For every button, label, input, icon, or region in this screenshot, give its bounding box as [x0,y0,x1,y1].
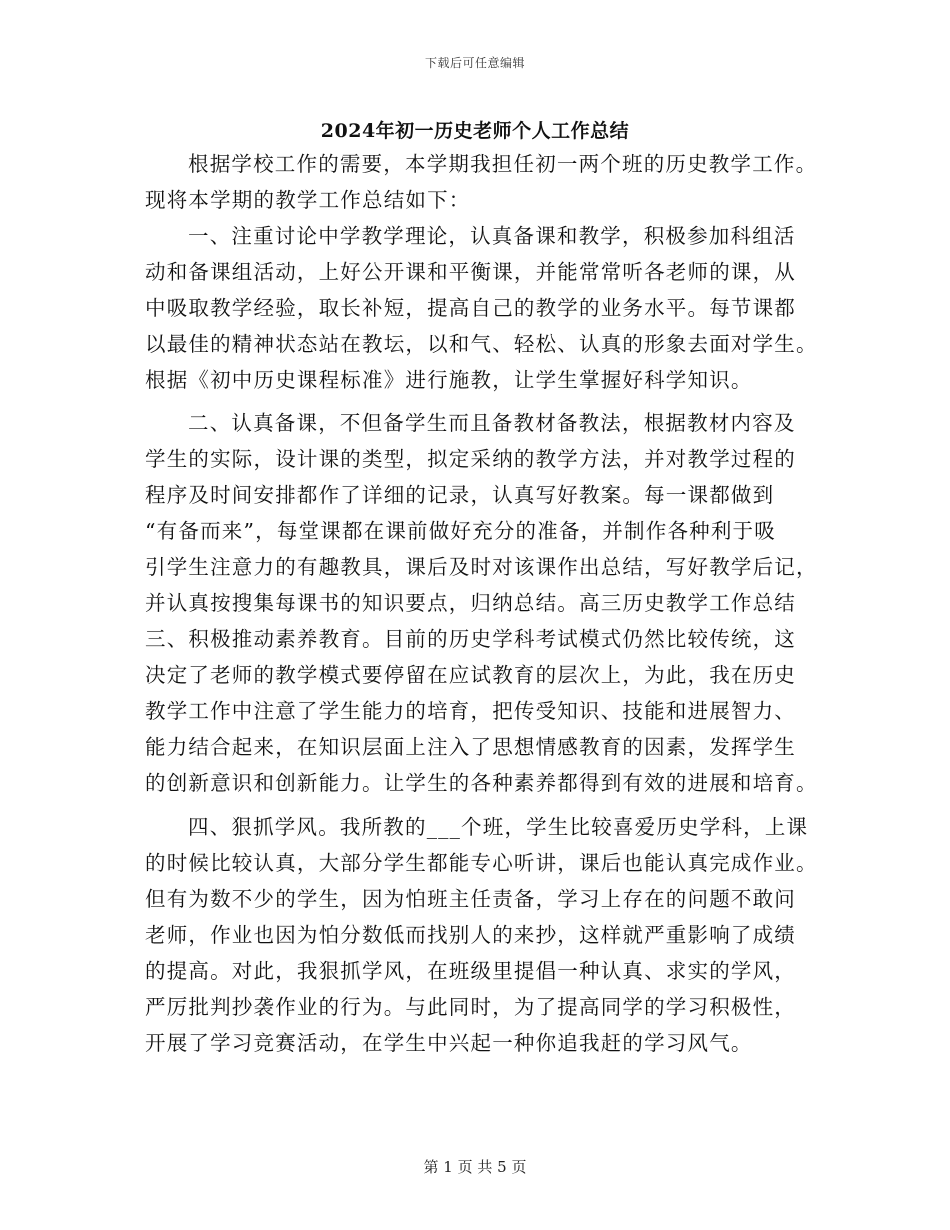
body-line: 决定了老师的教学模式要停留在应试教育的层次上，为此，我在历史 [145,663,796,687]
page-footer: 第 1 页 共 5 页 [423,1158,527,1176]
body-line: 的创新意识和创新能力。让学生的各种素养都得到有效的进展和培育。 [145,771,818,795]
body-line: 四、狠抓学风。我所教的___个班，学生比较喜爱历史学科，上课 [188,815,809,839]
body-line: 二、认真备课，不但备学生而且备教材备教法，根据教材内容及 [188,411,796,435]
body-line: 以最佳的精神状态站在教坛，以和气、轻松、认真的形象去面对学生。 [145,332,818,356]
body-line: 中吸取教学经验，取长补短，提高自己的教学的业务水平。每节课都 [145,296,796,320]
body-line: 学生的实际，设计课的类型，拟定采纳的教学方法，并对教学过程的 [145,447,796,471]
body-line: 根据《初中历史课程标准》进行施教，让学生掌握好科学知识。 [145,368,753,392]
body-line: 老师，作业也因为怕分数低而找别人的来抄，这样就严重影响了成绩 [145,923,796,947]
body-line: 根据学校工作的需要，本学期我担任初一两个班的历史教学工作。 [188,152,818,176]
body-line: 但有为数不少的学生，因为怕班主任责备，学习上存在的问题不敢问 [145,887,796,911]
body-line: 严厉批判抄袭作业的行为。与此同时，为了提高同学的学习积极性， [145,995,796,1019]
body-line: 现将本学期的教学工作总结如下： [145,188,471,212]
body-line: 三、积极推动素养教育。目前的历史学科考试模式仍然比较传统，这 [145,627,796,651]
body-line: 的时候比较认真，大部分学生都能专心听讲，课后也能认真完成作业。 [145,851,818,875]
body-line: 动和备课组活动，上好公开课和平衡课，并能常常听各老师的课，从 [145,260,796,284]
document-title: 2024年初一历史老师个人工作总结 [320,120,630,142]
body-line: 能力结合起来，在知识层面上注入了思想情感教育的因素，发挥学生 [145,735,796,759]
body-line: 开展了学习竞赛活动，在学生中兴起一种你追我赶的学习风气。 [145,1031,753,1055]
body-line: 并认真按搜集每课书的知识要点，归纳总结。高三历史教学工作总结 [145,591,796,615]
body-line: 教学工作中注意了学生能力的培育，把传受知识、技能和进展智力、 [145,699,796,723]
body-line: 程序及时间安排都作了详细的记录，认真写好教案。每一课都做到 [145,483,775,507]
body-line: “有备而来”，每堂课都在课前做好充分的准备，并制作各种利于吸 [145,519,776,543]
body-line: 引学生注意力的有趣教具，课后及时对该课作出总结，写好教学后记， [145,555,818,579]
body-line: 一、注重讨论中学教学理论，认真备课和教学，积极参加科组活 [188,224,796,248]
header-note: 下载后可任意编辑 [424,56,525,70]
body-line: 的提高。对此，我狠抓学风，在班级里提倡一种认真、求实的学风， [145,959,796,983]
